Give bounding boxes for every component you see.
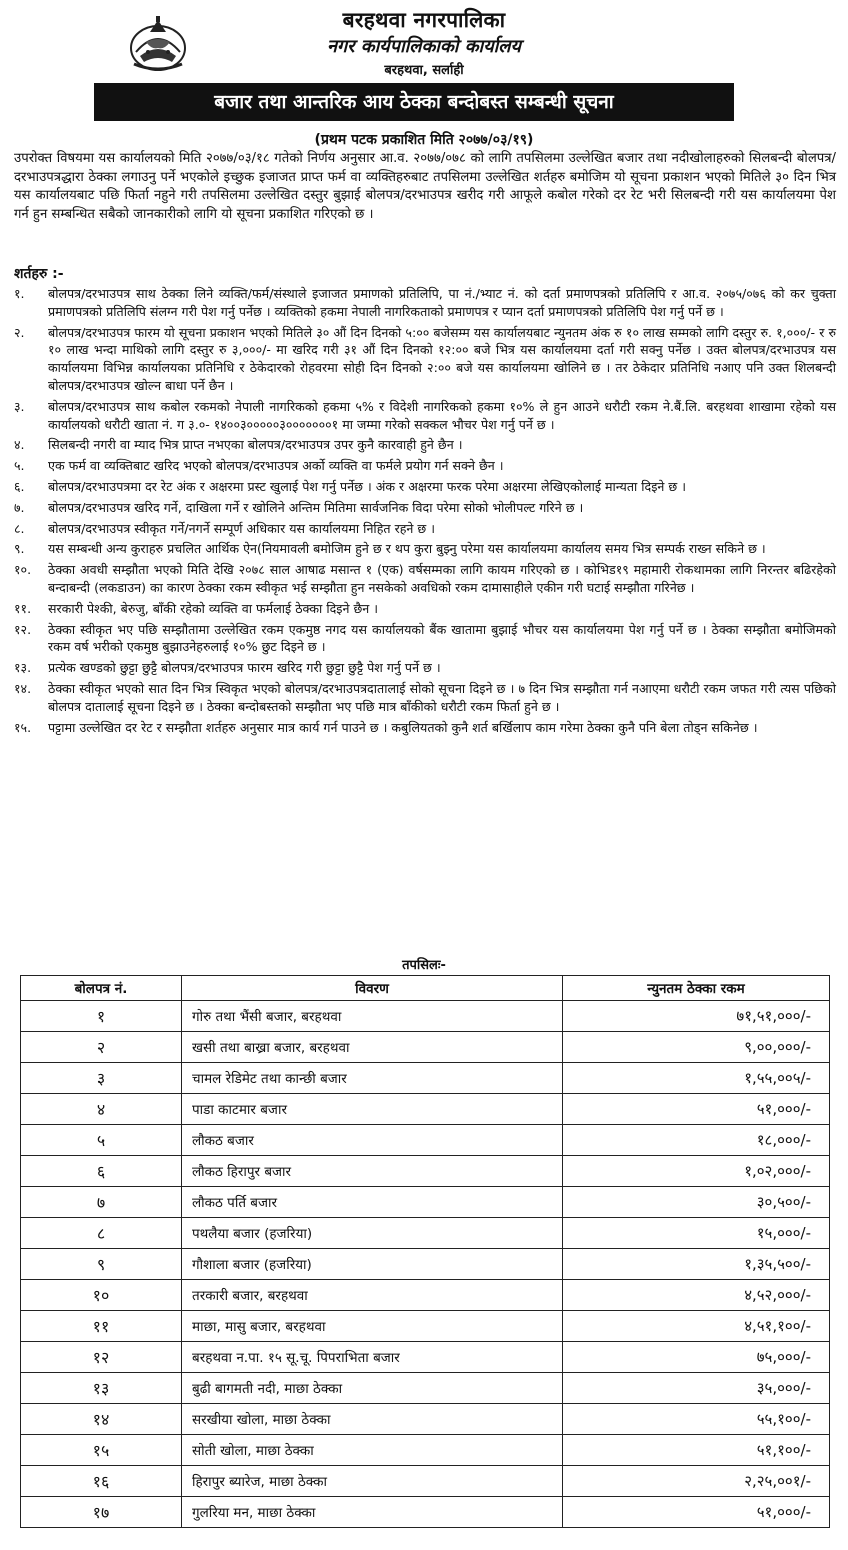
description-cell: गुलरिया मन, माछा ठेक्का bbox=[182, 1497, 563, 1528]
condition-number: १५. bbox=[14, 719, 32, 735]
description-cell: सोती खोला, माछा ठेक्का bbox=[182, 1435, 563, 1466]
table-row bbox=[21, 1125, 830, 1156]
description-cell: माछा, मासु बजार, बरहथवा bbox=[182, 1311, 563, 1342]
condition-item bbox=[14, 457, 836, 475]
condition-number: ११. bbox=[14, 600, 32, 616]
published-date: (प्रथम पटक प्रकाशित मिति २०७७/०३/१९) bbox=[314, 132, 534, 148]
condition-text: बोलपत्र/दरभाउपत्र स्वीकृत गर्ने/नगर्ने सम्पूर्ण अधिकार यस कार्यालयमा निहित रहने छ । bbox=[48, 520, 435, 536]
table-row bbox=[21, 1094, 830, 1125]
table-row bbox=[21, 1497, 830, 1528]
table-row bbox=[21, 1156, 830, 1187]
column-header-min-amount: न्युनतम ठेक्का रकम bbox=[563, 976, 830, 1001]
condition-number: १०. bbox=[14, 562, 32, 578]
bid-no-cell: ८ bbox=[21, 1218, 182, 1249]
condition-item bbox=[14, 324, 836, 395]
description-cell: सरखीया खोला, माछा ठेक्का bbox=[182, 1404, 563, 1435]
condition-item bbox=[14, 478, 836, 496]
bid-no-cell: ७ bbox=[21, 1187, 182, 1218]
condition-text: ठेक्का स्वीकृत भएको सात दिन भित्र स्विकृत भएको बोलपत्र/दरभाउपत्रदातालाई सोको सूचना दिइने छ । ७ दिन भित्र सम्झौता गर्न नआएमा धरौटी रकम जफत गरी त्यस पछिको बोलपत्र दातालाई सूचना दिइने छ । ठेक्का बन्दोबस्तको सम्झौता भए पछि मात्र बाँकीको धरौटी रकम फिर्ता हुने छ । bbox=[48, 680, 836, 714]
condition-item bbox=[14, 436, 836, 454]
amount-cell: २,२५,००१/- bbox=[563, 1466, 830, 1497]
bid-no-cell: १ bbox=[21, 1001, 182, 1032]
description-cell: पथलैया बजार (हजरिया) bbox=[182, 1218, 563, 1249]
table-row bbox=[21, 1001, 830, 1032]
condition-text: बोलपत्र/दरभाउपत्र खरिद गर्ने, दाखिला गर्ने र खोलिने अन्तिम मितिमा सार्वजनिक विदा परेमा सोको भोलीपल्ट गरिने छ । bbox=[48, 499, 584, 515]
condition-item bbox=[14, 600, 836, 618]
condition-item bbox=[14, 499, 836, 517]
amount-cell: १,५५,००५/- bbox=[563, 1063, 830, 1094]
condition-item bbox=[14, 285, 836, 321]
description-cell: लौकठ हिरापुर बजार bbox=[182, 1156, 563, 1187]
table-row bbox=[21, 1435, 830, 1466]
bid-no-cell: १५ bbox=[21, 1435, 182, 1466]
description-cell: तरकारी बजार, बरहथवा bbox=[182, 1280, 563, 1311]
amount-cell: ९,००,०००/- bbox=[563, 1032, 830, 1063]
condition-item bbox=[14, 540, 836, 558]
bid-no-cell: ९ bbox=[21, 1249, 182, 1280]
amount-cell: ५१,१००/- bbox=[563, 1435, 830, 1466]
bid-no-cell: १६ bbox=[21, 1466, 182, 1497]
condition-text: ठेक्का स्वीकृत भए पछि सम्झौतामा उल्लेखित रकम एकमुष्ठ नगद यस कार्यालयको बैंक खातामा बुझाई भौचर यस कार्यालयमा पेश गर्नु पर्ने छ । ठेक्का सम्झौता बमोजिमको रकम वर्ष भरीको एकमुष्ठ बुझाउनेहरुलाई १०% छुट दिइने छ । bbox=[48, 621, 836, 655]
amount-cell: १,०२,०००/- bbox=[563, 1156, 830, 1187]
description-cell: चामल रेडिमेट तथा कान्छी बजार bbox=[182, 1063, 563, 1094]
condition-item bbox=[14, 561, 836, 597]
schedule-title: तपसिलः- bbox=[402, 958, 446, 973]
conditions-title: शर्तहरु :- bbox=[14, 266, 64, 282]
condition-number: ३. bbox=[14, 398, 25, 414]
table-row bbox=[21, 1373, 830, 1404]
description-cell: गोरु तथा भैंसी बजार, बरहथवा bbox=[182, 1001, 563, 1032]
amount-cell: ५१,०००/- bbox=[563, 1497, 830, 1528]
condition-text: बोलपत्र/दरभाउपत्र साथ ठेक्का लिने व्यक्ति/फर्म/संस्थाले इजाजत प्रमाणको प्रतिलिपि, पा नं./भ्याट नं. को दर्ता प्रमाणपत्रको प्रतिलिपि र आ.व. २०७५/०७६ को कर चुक्ता प्रमाणपत्रको प्रतिलिपि संलग्न गरी पेश गर्नु पर्नेछ । व्यक्तिको हकमा नेपाली नागरिकताको प्रमाणपत्र र प्यान दर्ता प्रमाणपत्रको प्रतिलिपि पेश गर्नु पर्ने छ । bbox=[48, 286, 836, 319]
description-cell: बरहथवा न.पा. १५ सू.चू. पिपराभिता बजार bbox=[182, 1342, 563, 1373]
description-cell: लौकठ बजार bbox=[182, 1125, 563, 1156]
description-cell: हिरापुर ब्यारेज, माछा ठेक्का bbox=[182, 1466, 563, 1497]
condition-item bbox=[14, 680, 836, 716]
condition-text: बोलपत्र/दरभाउपत्र फारम यो सूचना प्रकाशन भएको मितिले ३० औं दिन दिनको ५:०० बजेसम्म यस कार्यालयबाट न्युनतम अंक रु १० लाख सम्मको लागि दस्तुर रु. १,०००/- र रु १० लाख भन्दा माथिको लागि दस्तुर रु ३,०००/- मा खरिद गरी ३१ औं दिन दिनको १२:०० बजे भित्र यस कार्यालयमा दर्ता गरी सक्नु पर्नेछ । उक्त बोलपत्र/दरभाउपत्र यस कार्यालयमा विभिन्न कार्यालयका प्रतिनिधि र ठेकेदारको रोहवरमा सोही दिन दिनको २:०० बजे यस कार्यालयमा खोलिने छ । तर ठेकेदार प्रतिनिधि नआए पनि उक्त शिलबन्दी बोलपत्र/दरभाउपत्र खोल्न बाधा पर्ने छैन । bbox=[48, 324, 836, 393]
condition-item bbox=[14, 659, 836, 677]
amount-cell: १५,०००/- bbox=[563, 1218, 830, 1249]
condition-number: २. bbox=[14, 324, 25, 340]
table-row bbox=[21, 1218, 830, 1249]
condition-number: ७. bbox=[14, 499, 25, 515]
condition-item bbox=[14, 520, 836, 538]
bid-no-cell: १० bbox=[21, 1280, 182, 1311]
office-name: नगर कार्यपालिकाको कार्यालय bbox=[327, 36, 521, 57]
table-row bbox=[21, 1280, 830, 1311]
bid-no-cell: २ bbox=[21, 1032, 182, 1063]
condition-item bbox=[14, 719, 836, 737]
amount-cell: ७१,५१,०००/- bbox=[563, 1001, 830, 1032]
condition-number: १४. bbox=[14, 680, 32, 696]
condition-text: बोलपत्र/दरभाउपत्रमा दर रेट अंक र अक्षरमा प्रस्ट खुलाई पेश गर्नु पर्नेछ । अंक र अक्षरमा फरक परेमा अक्षरमा लेखिएकोलाई मान्यता दिइने छ । bbox=[48, 478, 686, 494]
bid-no-cell: ६ bbox=[21, 1156, 182, 1187]
bid-no-cell: ५ bbox=[21, 1125, 182, 1156]
amount-cell: ७५,०००/- bbox=[563, 1342, 830, 1373]
table-row bbox=[21, 1187, 830, 1218]
conditions-list bbox=[14, 285, 836, 739]
amount-cell: ४,५२,०००/- bbox=[563, 1280, 830, 1311]
condition-item bbox=[14, 398, 836, 434]
description-cell: पाडा काटमार बजार bbox=[182, 1094, 563, 1125]
amount-cell: ५१,०००/- bbox=[563, 1094, 830, 1125]
amount-cell: ४,५१,१००/- bbox=[563, 1311, 830, 1342]
amount-cell: १८,०००/- bbox=[563, 1125, 830, 1156]
description-cell: गौशाला बजार (हजरिया) bbox=[182, 1249, 563, 1280]
condition-text: ठेक्का अवधी सम्झौता भएको मिति देखि २०७८ साल आषाढ मसान्त १ (एक) वर्षसम्मका लागि कायम गरिएको छ । कोभिड१९ महामारी रोकथामका लागि निरन्तर बढिरहेको बन्दाबन्दी (लकडाउन) का कारण ठेक्का रकम स्वीकृत भई सम्झौता हुन नसकेको अवधिको रकम दामासाहीले एकीन गरी घटाई सम्झौता गरिनेछ । bbox=[48, 562, 836, 595]
table-row bbox=[21, 1032, 830, 1063]
condition-number: ४. bbox=[14, 437, 25, 453]
table-row bbox=[21, 1342, 830, 1373]
bid-no-cell: ४ bbox=[21, 1094, 182, 1125]
condition-text: पट्टामा उल्लेखित दर रेट र सम्झौता शर्तहरु अनुसार मात्र कार्य गर्न पाउने छ । कबुलियतको कुनै शर्त बर्खिलाप काम गरेमा ठेक्का कुनै पनि बेला तोड्न सकिनेछ । bbox=[48, 719, 758, 735]
table-header-row bbox=[21, 976, 830, 1001]
condition-number: १२. bbox=[14, 621, 32, 637]
table-row bbox=[21, 1404, 830, 1435]
column-header-description: विवरण bbox=[182, 976, 563, 1001]
bid-no-cell: १३ bbox=[21, 1373, 182, 1404]
condition-text: प्रत्येक खण्डको छुट्टा छुट्टै बोलपत्र/दरभाउपत्र फारम खरिद गरी छुट्टा छुट्टै पेश गर्नु पर्ने छ । bbox=[48, 660, 441, 676]
condition-number: १३. bbox=[14, 660, 32, 676]
bid-no-cell: ११ bbox=[21, 1311, 182, 1342]
column-header-bid-no: बोलपत्र नं. bbox=[21, 976, 182, 1001]
condition-text: यस सम्बन्धी अन्य कुराहरु प्रचलित आर्थिक ऐन(नियमावली बमोजिम हुने छ र थप कुरा बुझ्नु परेमा यस कार्यालयमा कार्यालय समय भित्र सम्पर्क राख्न सकिने छ । bbox=[48, 541, 766, 557]
table-row bbox=[21, 1063, 830, 1094]
description-cell: खसी तथा बाख्रा बजार, बरहथवा bbox=[182, 1032, 563, 1063]
bid-no-cell: १२ bbox=[21, 1342, 182, 1373]
condition-number: ५. bbox=[14, 458, 25, 474]
amount-cell: १,३५,५००/- bbox=[563, 1249, 830, 1280]
municipality-name: बरहथवा नगरपालिका bbox=[342, 8, 506, 32]
condition-number: १. bbox=[14, 286, 25, 301]
office-address: बरहथवा, सर्लाही bbox=[384, 63, 464, 78]
bid-no-cell: १७ bbox=[21, 1497, 182, 1528]
table-row bbox=[21, 1311, 830, 1342]
amount-cell: ३५,०००/- bbox=[563, 1373, 830, 1404]
table-row bbox=[21, 1466, 830, 1497]
bid-no-cell: ३ bbox=[21, 1063, 182, 1094]
notice-title: बजार तथा आन्तरिक आय ठेक्का बन्दोबस्त सम्बन्धी सूचना bbox=[94, 83, 734, 121]
table-row bbox=[21, 1249, 830, 1280]
condition-text: सिलबन्दी नगरी वा म्याद भित्र प्राप्त नभएका बोलपत्र/दरभाउपत्र उपर कुनै कारवाही हुने छैन । bbox=[48, 437, 463, 453]
description-cell: बुढी बागमती नदी, माछा ठेक्का bbox=[182, 1373, 563, 1404]
condition-number: ९. bbox=[14, 541, 25, 557]
bid-no-cell: १४ bbox=[21, 1404, 182, 1435]
condition-number: ६. bbox=[14, 478, 25, 494]
condition-number: ८. bbox=[14, 520, 25, 536]
intro-paragraph: उपरोक्त विषयमा यस कार्यालयको मिति २०७७/०३/१८ गतेको निर्णय अनुसार आ.व. २०७७/०७८ को लागि तपसिलमा उल्लेखित बजार तथा नदीखोलाहरुको सिलबन्दी बोलपत्र/दरभाउपत्रद्धारा ठेक्का लगाउनु पर्ने भएकोले इच्छुक इजाजत प्राप्त फर्म वा व्यक्तिहरुबाट तपसिलमा उल्लेखित शर्तहरु बमोजिम यो सूचना प्रकाशन भएको मितिले ३० दिन भित्र यस कार्यालयबाट पछि फिर्ता नहुने गरी तपसिलमा उल्लेखित दस्तुर बुझाई बोलपत्र/दरभाउपत्र खरीद गरी आफूले कबोल गरेको दर रेट भरी सिलबन्दी गरी यस कार्यालयमा पेश गर्न हुन सम्बन्धित सबैको जानकारीको लागि यो सूचना प्रकाशित गरिएको छ । bbox=[14, 151, 836, 222]
amount-cell: ५५,१००/- bbox=[563, 1404, 830, 1435]
condition-text: एक फर्म वा व्यक्तिबाट खरिद भएको बोलपत्र/दरभाउपत्र अर्को व्यक्ति वा फर्मले प्रयोग गर्न सक्ने छैन । bbox=[48, 458, 504, 474]
description-cell: लौकठ पर्ति बजार bbox=[182, 1187, 563, 1218]
condition-text: सरकारी पेश्की, बेरुजु, बाँकी रहेको व्यक्ति वा फर्मलाई ठेक्का दिइने छैन । bbox=[48, 600, 379, 616]
amount-cell: ३०,५००/- bbox=[563, 1187, 830, 1218]
schedule-table bbox=[20, 975, 830, 1528]
condition-item bbox=[14, 621, 836, 657]
condition-text: बोलपत्र/दरभाउपत्र साथ कबोल रकमको नेपाली नागरिकको हकमा ५% र विदेशी नागरिकको हकमा १०% ले हुन आउने धरौटी रकम ने.बैं.लि. बरहथवा शाखामा रहेको यस कार्यालयको धरौटी खाता नं. ग ३.०- १४००३०००००३०००००००१ मा जम्मा गरेको सक्कल भौचर पेश गर्नु पर्ने छ । bbox=[48, 398, 836, 432]
